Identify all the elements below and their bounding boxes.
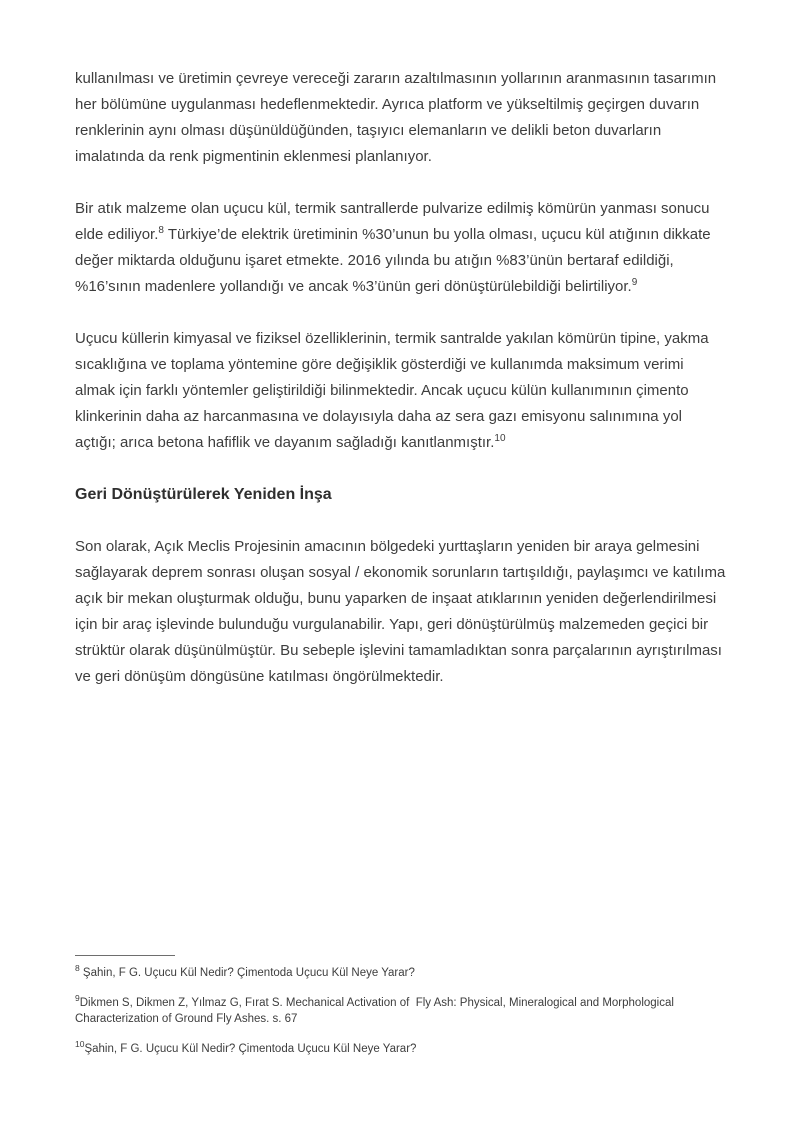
footnote-ref-8: 8 [158, 225, 164, 236]
footnote-text: Şahin, F G. Uçucu Kül Nedir? Çimentoda Uçucu Kül Neye Yarar? [79, 967, 415, 979]
paragraph-1: kullanılması ve üretimin çevreye vereceği zararın azaltılmasının yollarının aranmasının tasarımın her bölümüne uygulanması hedeflenmektedir. Ayrıca platform ve yükseltilmiş geçirgen duvarın renklerinin aynı olması düşünüldüğünden, taşıyıcı elemanların ve delikli beton duvarların imalatında da renk pigmentinin eklenmesi planlanıyor. [75, 70, 717, 165]
paragraph-4: Son olarak, Açık Meclis Projesinin amacının bölgedeki yurttaşların yeniden bir araya gelmesini sağlayarak deprem sonrası oluşan sosyal / ekonomik sorunların tartışıldığı, paylaşımcı ve katılıma açık bir mekan oluşturmak olduğu, bunu yaparken de inşaat atıklarının yeniden değerlendirilmesi için bir araç işlevinde bulunduğu vurgulanabilir. Yapı, geri dönüştürülmüş malzemeden geçici bir strüktür olarak düşünülmüştür. Bu sebeple işlevini tamamladıktan sonra parçalarının ayrıştırılması ve geri dönüşüm döngüsüne katılması öngörülmektedir. [75, 538, 726, 685]
footnotes-section [75, 955, 728, 1071]
footnote-10 [75, 1041, 728, 1057]
footnote-ref-10: 10 [494, 433, 506, 444]
document-blocks [75, 66, 727, 690]
footnote-marker: 9 [75, 993, 80, 1004]
footnote-marker: 8 [75, 963, 80, 974]
paragraph-2: Bir atık malzeme olan uçucu kül, termik santrallerde pulvarize edilmiş kömürün yanması sonucu elde ediliyor.$^8$ Türkiye’de elektrik üretiminin %30’unun bu yolla olması, uçucu kül atığının dikkate değer miktarda olduğunu işaret etmekte. 2016 yılında bu atığın %83’ünün bertaraf edildiği, %16’sının madenlere yollandığı ve ancak %3’ünün geri dönüştürülebildiği belirtiliyor.$^9$ [75, 200, 711, 295]
footnote-marker: 10 [75, 1039, 85, 1050]
footnote-separator [75, 955, 175, 956]
footnote-text: Dikmen S, Dikmen Z, Yılmaz G, Fırat S. Mechanical Activation of Fly Ash: Physical, Mineralogical and Morphological Characterization of Ground Fly Ashes. s. 67 [75, 997, 678, 1025]
document-body [75, 66, 727, 716]
footnote-list [75, 965, 728, 1057]
paragraph-3: Uçucu küllerin kimyasal ve fiziksel özelliklerinin, termik santralde yakılan kömürün tipine, yakma sıcaklığına ve toplama yöntemine göre değişiklik gösterdiği ve kullanımda maksimum verimi almak için farklı yöntemler geliştirildiği bilinmektedir. Ancak uçucu külün kullanımının çimento klinkerinin daha az harcanmasına ve dolayısıyla daha az sera gazı emisyonu salınımına yol açtığı; arıca betona hafiflik ve dayanım sağladığı kanıtlanmıştır.$^{10}$ [75, 330, 709, 451]
footnote-8 [75, 965, 728, 981]
section-heading: Geri Dönüştürülerek Yeniden İnşa [75, 486, 332, 503]
footnote-9 [75, 995, 728, 1027]
footnote-ref-9: 9 [631, 277, 638, 288]
footnote-text: Şahin, F G. Uçucu Kül Nedir? Çimentoda Uçucu Kül Neye Yarar? [84, 1043, 417, 1055]
